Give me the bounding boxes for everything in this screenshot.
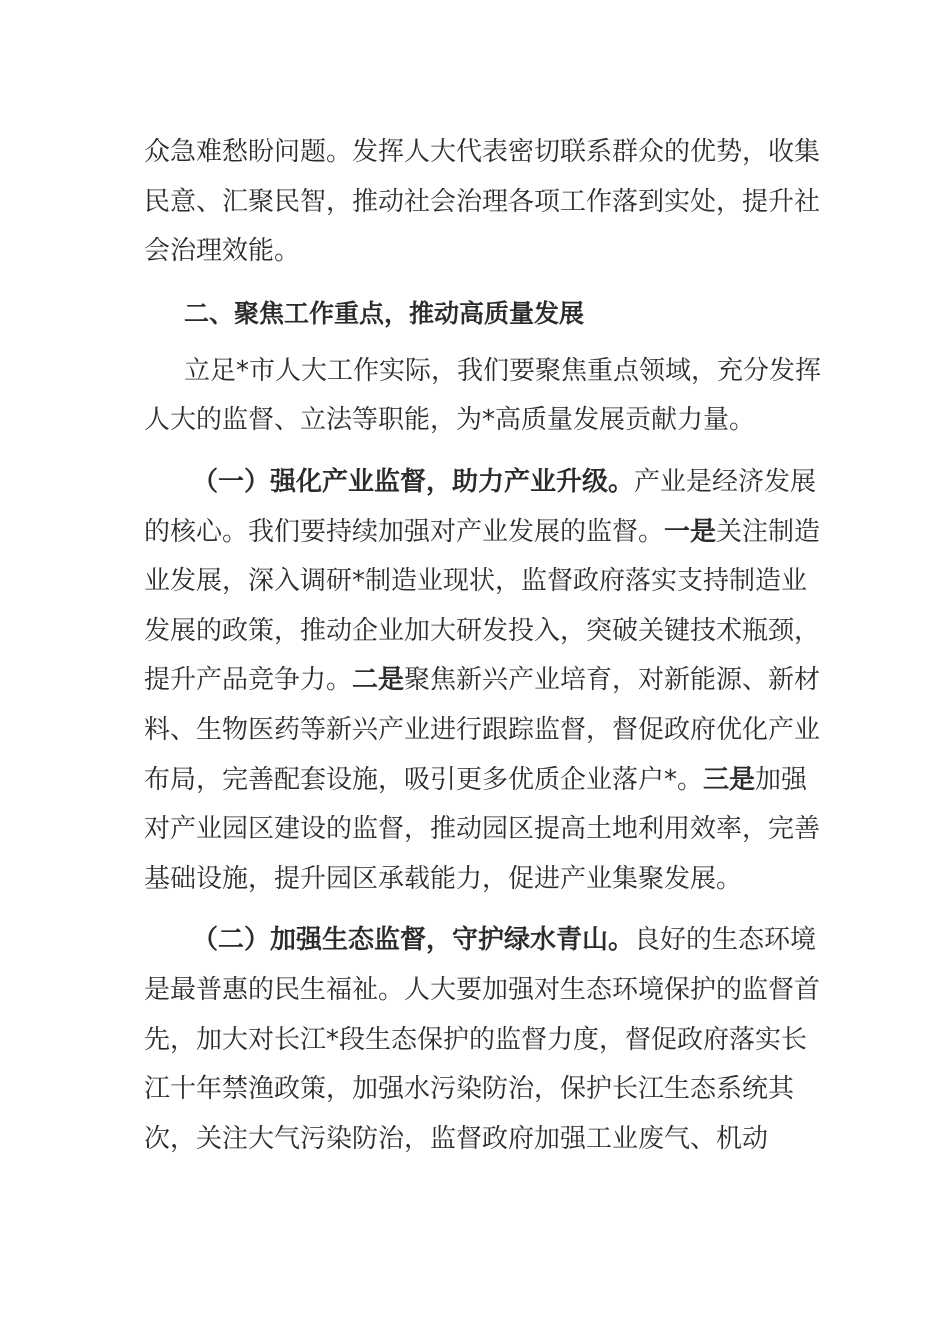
keyword-third: 三是: [703, 764, 756, 795]
paragraph-section-2-intro: 立足*市人大工作实际，我们要聚焦重点领域，充分发挥人大的监督、立法等职能，为*高质量发展贡献力量。: [144, 355, 822, 436]
paragraph-ecology-supervision: [144, 916, 824, 1164]
text-industry-intro: 产业是经济发展的核心。我们要持续加强对产业发展的监督。: [144, 466, 817, 547]
subheading-ecology-supervision: （二）加强生态监督，守护绿水青山。: [192, 925, 635, 956]
text-emerging-industries: 聚焦新兴产业培育，对新能源、新材料、生物医药等新兴产业进行跟踪监督，督促政府优化产业布局，完善配套设施，吸引更多优质企业落户*。: [144, 665, 821, 795]
paragraph-industry-supervision: [144, 458, 824, 904]
section-heading-2: 二、聚焦工作重点，推动高质量发展: [184, 298, 585, 328]
text-industrial-parks: 加强对产业园区建设的监督，推动园区提高土地利用效率，完善基础设施，提升园区承载能力，促进产业集聚发展。: [144, 764, 821, 894]
document-page: [144, 128, 824, 1164]
keyword-first: 一是: [664, 516, 717, 547]
text-ecology: 良好的生态环境是最普惠的民生福祉。人大要加强对生态环境保护的监督首先，加大对长江*段生态保护的监督力度，督促政府落实长江十年禁渔政策，加强水污染防治，保护长江生态系统其次，关注大气污染防治，监督政府加强工业废气、机动: [144, 925, 821, 1154]
text-manufacturing: 关注制造业发展，深入调研*制造业现状，监督政府落实支持制造业发展的政策，推动企业加大研发投入，突破关键技术瓶颈，提升产品竞争力。: [144, 516, 821, 696]
paragraph-social-governance: 众急难愁盼问题。发挥人大代表密切联系群众的优势，收集民意、汇聚民智，推动社会治理各项工作落到实处，提升社会治理效能。: [144, 137, 821, 267]
keyword-second: 二是: [352, 665, 405, 696]
subheading-industry-supervision: （一）强化产业监督，助力产业升级。: [192, 466, 635, 497]
